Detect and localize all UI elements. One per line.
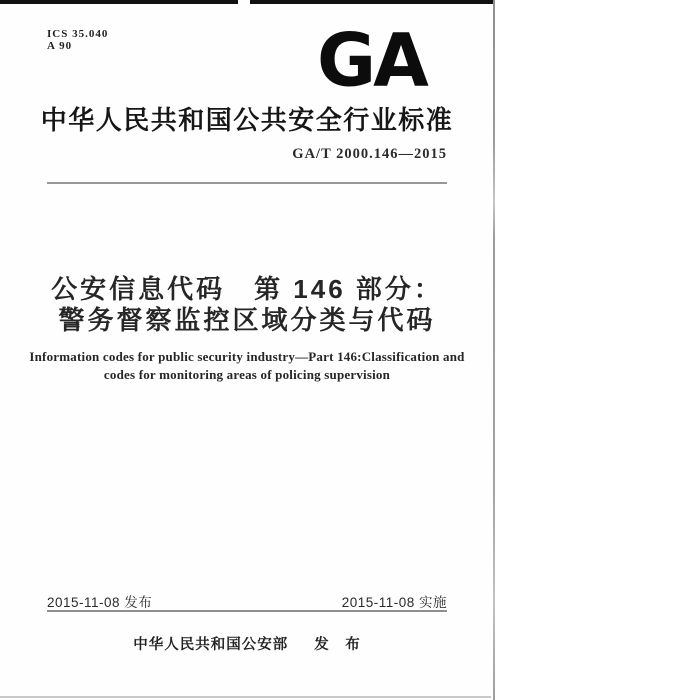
standard-number: GA/T 2000.146—2015 [292,146,447,162]
publish-action-label: 发 布 [314,637,361,653]
ga-standard-logo: GA [317,17,426,103]
header-divider-line [47,182,447,184]
document-title-english-line1: Information codes for public security industry—Part 146:Classification and [29,349,465,364]
footer-divider-line [47,610,447,612]
bottom-page-edge [0,696,491,698]
implementation-date: 2015-11-08 实施 [341,595,447,610]
document-title-english [0,348,494,383]
document-title-line2: 警务督察监控区域分类与代码 [58,305,436,335]
right-page-edge [493,0,495,700]
document-title-english-line2: codes for monitoring areas of policing supervision [103,366,391,382]
category-code: A 90 [47,40,73,52]
publisher-name: 中华人民共和国公安部 [133,637,289,653]
document-title-line1: 公安信息代码 第 146 部分： [51,274,443,304]
publisher-row [0,633,494,654]
top-scan-bar-right [250,0,494,4]
document-title [0,274,494,336]
standard-series-title: 中华人民共和国公共安全行业标准 [40,105,454,135]
date-row [47,591,447,611]
issue-date: 2015-11-08 发布 [47,595,153,610]
ics-classification-block [47,28,108,52]
ics-code: ICS 35.040 [47,28,109,40]
top-scan-bar-left [0,0,238,4]
